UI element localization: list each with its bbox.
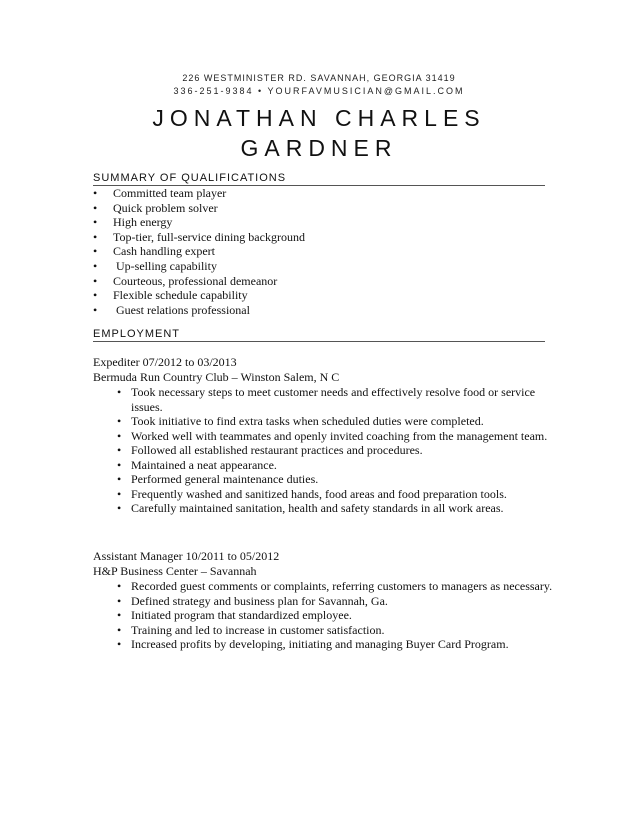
- list-item: [93, 608, 553, 623]
- bullet-icon: •: [117, 579, 122, 593]
- duty-text: Training and led to increase in customer satisfaction.: [131, 622, 385, 637]
- bullet-icon: •: [93, 244, 98, 259]
- bullet-icon: •: [117, 622, 122, 637]
- bullet-icon: •: [117, 385, 122, 399]
- qualification-text: Cash handling expert: [113, 244, 215, 259]
- duty-text: Performed general maintenance duties.: [131, 472, 319, 486]
- contact-address: 226 WESTMINISTER RD. SAVANNAH, GEORGIA 31419: [182, 73, 456, 83]
- bullet-icon: •: [117, 414, 122, 428]
- bullet-icon: •: [93, 273, 98, 288]
- duty-text: Carefully maintained sanitation, health and safety standards in all work areas.: [131, 501, 504, 515]
- name-line-1: JONATHAN CHARLES: [152, 105, 486, 131]
- bullet-icon: •: [93, 258, 98, 273]
- qualification-text: Flexible schedule capability: [113, 288, 248, 303]
- list-item: [93, 623, 553, 638]
- duty-text: Worked well with teammates and openly invited coaching from the management team.: [131, 428, 548, 443]
- list-item: [93, 288, 545, 303]
- list-item: [93, 186, 545, 201]
- list-item: [93, 385, 553, 414]
- bullet-icon: •: [117, 637, 122, 651]
- list-item: [93, 501, 553, 516]
- duty-text: Initiated program that standardized employee.: [131, 608, 352, 622]
- duty-text: Took necessary steps to meet customer needs and effectively resolve food or service issues.: [131, 385, 536, 414]
- job-entry-expediter: [93, 355, 553, 516]
- duties-list: [93, 579, 553, 652]
- list-item: [93, 303, 545, 318]
- list-item: [93, 230, 545, 245]
- bullet-icon: •: [117, 608, 122, 622]
- qualification-text: Guest relations professional: [113, 302, 250, 317]
- bullet-icon: •: [117, 501, 122, 515]
- bullet-icon: •: [117, 428, 122, 443]
- list-item: [93, 443, 553, 458]
- list-item: [93, 579, 553, 594]
- list-item: [93, 215, 545, 230]
- list-item: [93, 414, 553, 429]
- list-item: [93, 259, 545, 274]
- job-company: Bermuda Run Country Club – Winston Salem, N C: [93, 370, 340, 384]
- summary-heading: SUMMARY OF QUALIFICATIONS: [93, 172, 545, 186]
- bullet-icon: •: [117, 472, 122, 486]
- bullet-icon: •: [117, 457, 122, 472]
- list-item: [93, 472, 553, 487]
- bullet-icon: •: [93, 200, 98, 215]
- employment-heading: EMPLOYMENT: [93, 328, 545, 342]
- job-title-dates: Expediter 07/2012 to 03/2013: [93, 355, 237, 369]
- bullet-icon: •: [93, 186, 98, 200]
- qualification-text: Top-tier, full-service dining background: [113, 229, 305, 244]
- list-item: [93, 201, 545, 216]
- name-line-2: GARDNER: [240, 135, 398, 161]
- list-item: [93, 274, 545, 289]
- qualification-text: Committed team player: [113, 186, 227, 200]
- qualification-text: Courteous, professional demeanor: [113, 273, 278, 288]
- duty-text: Took initiative to find extra tasks when scheduled duties were completed.: [131, 414, 484, 428]
- bullet-icon: •: [93, 288, 98, 303]
- contact-phone-email: 336-251-9384 • YOURFAVMUSICIAN@GMAIL.COM: [173, 86, 465, 96]
- list-item: [93, 637, 553, 652]
- qualification-text: Up-selling capability: [113, 258, 217, 273]
- bullet-icon: •: [117, 593, 122, 608]
- duty-text: Increased profits by developing, initiating and managing Buyer Card Program.: [131, 637, 509, 651]
- job-entry-assistant-manager: [93, 549, 553, 652]
- bullet-icon: •: [117, 486, 122, 501]
- duty-text: Defined strategy and business plan for Savannah, Ga.: [131, 593, 388, 608]
- bullet-icon: •: [93, 229, 98, 244]
- list-item: [93, 244, 545, 259]
- list-item: [93, 429, 553, 444]
- job-company: H&P Business Center – Savannah: [93, 564, 257, 578]
- bullet-icon: •: [93, 302, 98, 317]
- list-item: [93, 594, 553, 609]
- duty-text: Frequently washed and sanitized hands, food areas and food preparation tools.: [131, 486, 507, 501]
- duties-list: [93, 385, 553, 516]
- duty-text: Followed all established restaurant practices and procedures.: [131, 443, 423, 457]
- qualification-text: High energy: [113, 215, 173, 230]
- duty-text: Recorded guest comments or complaints, referring customers to managers as necessary.: [131, 579, 553, 593]
- bullet-icon: •: [117, 443, 122, 457]
- qualifications-list: [93, 186, 545, 317]
- job-title-dates: Assistant Manager 10/2011 to 05/2012: [93, 549, 280, 563]
- list-item: [93, 487, 553, 502]
- list-item: [93, 458, 553, 473]
- qualification-text: Quick problem solver: [113, 200, 218, 215]
- duty-text: Maintained a neat appearance.: [131, 457, 277, 472]
- bullet-icon: •: [93, 215, 98, 230]
